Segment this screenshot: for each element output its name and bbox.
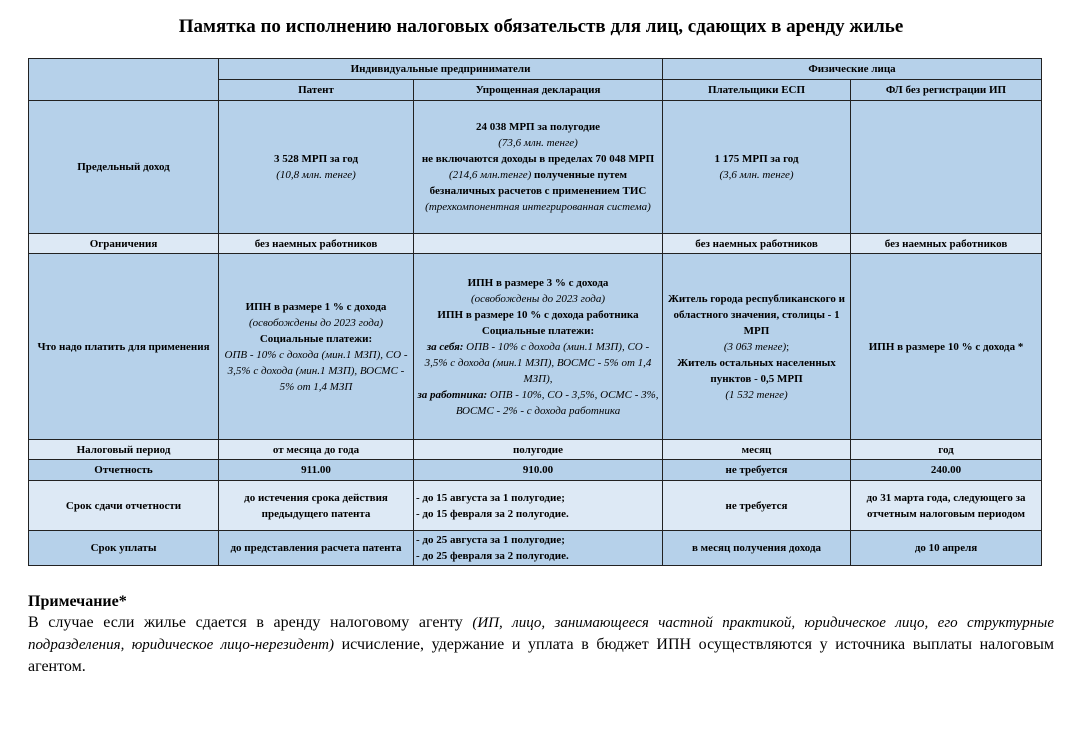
table-row-reporting [29, 460, 1042, 481]
tax-memo-table [28, 58, 1042, 566]
row-label-pay-deadline: Срок уплаты [29, 531, 219, 566]
income-uproshch-amount: 24 038 МРП за полугодие [475, 121, 601, 133]
header-corner [29, 59, 219, 101]
income-uproshch-tis-note: (трехкомпонентная интегрированная система) [425, 201, 651, 213]
group-header-ip: Индивидуальные предприниматели [219, 59, 663, 80]
column-header-fl-no-ip: ФЛ без регистрации ИП [851, 80, 1042, 101]
column-header-patent: Патент [219, 80, 414, 101]
payments-patent-social-label: Социальные платежи: [259, 332, 373, 345]
cell-report-deadline-fl-no-ip: до 31 марта года, следующего за отчетным налоговым периодом [851, 481, 1042, 531]
cell-pay-deadline-fl-no-ip: до 10 апреля [851, 531, 1042, 566]
payments-esp-city-tenge: (3 063 тенге) [723, 340, 787, 353]
payments-uproshch-exempt: (освобождены до 2023 года) [470, 292, 606, 305]
cell-reporting-fl-no-ip: 240.00 [851, 460, 1042, 481]
note-title: Примечание* [28, 593, 127, 610]
cell-payments-patent [219, 254, 414, 440]
payments-uproshch-worker-label: за работника: [417, 388, 488, 401]
table-row-payments [29, 254, 1042, 440]
note-text [28, 612, 1054, 678]
column-header-esp: Плательщики ЕСП [663, 80, 851, 101]
payments-esp-city: Житель города республиканского и областного значения, столицы - 1 МРП [668, 292, 845, 337]
cell-income-patent [219, 101, 414, 234]
payments-uproshch-social-label: Социальные платежи: [481, 324, 595, 337]
row-label-report-deadline: Срок сдачи отчетности [29, 481, 219, 531]
cell-period-patent: от месяца до года [219, 440, 414, 460]
cell-reporting-uproshch: 910.00 [414, 460, 663, 481]
income-esp-tenge: (3,6 млн. тенге) [719, 169, 794, 181]
income-esp-amount: 1 175 МРП за год [714, 153, 799, 165]
payments-patent-exempt: (освобождены до 2023 года) [248, 316, 384, 329]
cell-payments-uproshch [414, 254, 663, 440]
cell-pay-deadline-uproshch [414, 531, 663, 566]
row-label-payments: Что надо платить для применения [29, 254, 219, 440]
payments-uproshch-ipn-worker: ИПН в размере 10 % с дохода работника [437, 308, 639, 321]
report-deadline-uproshch-h1: - до 15 августа за 1 полугодие; [416, 491, 565, 504]
cell-report-deadline-uproshch [414, 481, 663, 531]
row-label-reporting: Отчетность [29, 460, 219, 481]
table-row-report-deadline [29, 481, 1042, 531]
payments-esp-city-suffix: ; [786, 340, 790, 353]
cell-report-deadline-esp: не требуется [663, 481, 851, 531]
payments-esp-other-tenge: (1 532 тенге) [725, 388, 788, 401]
cell-restrictions-uproshch [414, 234, 663, 254]
income-uproshch-exclusion: не включаются доходы в пределах 70 048 МРП [421, 153, 655, 165]
row-label-restrictions: Ограничения [29, 234, 219, 254]
cell-income-uproshch [414, 101, 663, 234]
cell-income-fl-no-ip [851, 101, 1042, 234]
cell-payments-fl-no-ip: ИПН в размере 10 % с дохода * [851, 254, 1042, 440]
income-uproshch-tenge: (73,6 млн. тенге) [498, 137, 578, 149]
report-deadline-uproshch-h2: - до 15 февраля за 2 полугодие. [416, 507, 569, 520]
cell-reporting-esp: не требуется [663, 460, 851, 481]
payments-patent-social-text: ОПВ - 10% с дохода (мин.1 МЗП), СО - 3,5% с дохода (мин.1 МЗП), ВОСМС - 5% от 1,4 МЗП [224, 348, 408, 393]
table-row-income [29, 101, 1042, 234]
cell-reporting-patent: 911.00 [219, 460, 414, 481]
row-label-income: Предельный доход [29, 101, 219, 234]
cell-period-fl-no-ip: год [851, 440, 1042, 460]
cell-period-esp: месяц [663, 440, 851, 460]
income-patent-tenge: (10,8 млн. тенге) [276, 169, 356, 181]
income-uproshch-tis: полученные путем безналичных расчетов с применением ТИС [429, 169, 647, 197]
table-row-restrictions [29, 234, 1042, 254]
cell-pay-deadline-patent: до представления расчета патента [219, 531, 414, 566]
payments-uproshch-worker-text: ОПВ - 10%, СО - 3,5%, ОСМС - 3%, ВОСМС - 2% - с дохода работника [455, 388, 659, 417]
cell-pay-deadline-esp: в месяц получения дохода [663, 531, 851, 566]
row-label-period: Налоговый период [29, 440, 219, 460]
note-text-start: В случае если жилье сдается в аренду налоговому агенту [28, 614, 463, 631]
payments-uproshch-self-label: за себя: [426, 340, 464, 353]
note-text-agents: (ИП, лицо, занимающееся частной практикой, юридическое лицо, его структурные подразделения, юридическое лицо-нерезидент) [28, 615, 1054, 653]
pay-deadline-uproshch-h2: - до 25 февраля за 2 полугодие. [416, 550, 569, 562]
pay-deadline-uproshch-h1: - до 25 августа за 1 полугодие; [416, 534, 565, 546]
income-patent-amount: 3 528 МРП за год [273, 153, 359, 165]
group-header-fl: Физические лица [663, 59, 1042, 80]
cell-restrictions-fl-no-ip: без наемных работников [851, 234, 1042, 254]
payments-patent-ipn: ИПН в размере 1 % с дохода [245, 300, 387, 313]
table-row-period [29, 440, 1042, 460]
income-uproshch-exclusion-tenge: (214,6 млн.тенге) [448, 169, 532, 181]
payments-esp-other: Житель остальных населенных пунктов - 0,5 МРП [677, 356, 836, 385]
column-header-uproshch: Упрощенная декларация [414, 80, 663, 101]
cell-period-uproshch: полугодие [414, 440, 663, 460]
page-title: Памятка по исполнению налоговых обязательств для лиц, сдающих в аренду жилье [178, 16, 904, 37]
note-text-end: исчисление, удержание и уплата в бюджет ИПН осуществляются у источника выплаты налоговым агентом. [28, 636, 1054, 675]
cell-report-deadline-patent: до истечения срока действия предыдущего патента [219, 481, 414, 531]
note-section [28, 592, 1054, 678]
cell-payments-esp [663, 254, 851, 440]
payments-uproshch-ipn: ИПН в размере 3 % с дохода [467, 276, 609, 289]
cell-income-esp [663, 101, 851, 234]
payments-uproshch-self-text: ОПВ - 10% с дохода (мин.1 МЗП), СО - 3,5% с дохода (мин.1 МЗП), ВОСМС - 5% от 1,4 МЗП), [424, 340, 652, 385]
table-row-pay-deadline [29, 531, 1042, 566]
cell-restrictions-patent: без наемных работников [219, 234, 414, 254]
cell-restrictions-esp: без наемных работников [663, 234, 851, 254]
